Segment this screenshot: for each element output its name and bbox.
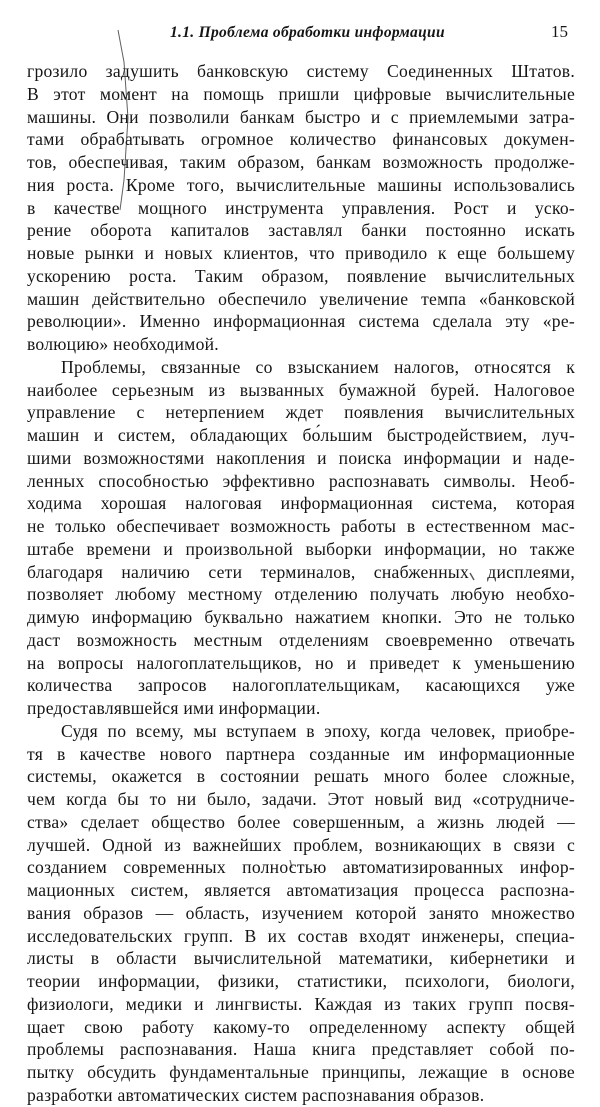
text-line: Судя по всему, мы вступаем в эпоху, когда человек, приобре- <box>61 720 575 741</box>
text-line: предоставлявшейся ими информации. <box>27 698 321 718</box>
text-line: новые рынки и новых клиентов, что приводило к еще большему <box>27 243 575 263</box>
text-line: ленных способностью эффективно распознавать символы. Необ- <box>27 470 575 491</box>
text-line: ускорению роста. Таким образом, появление вычислительных <box>27 265 575 286</box>
text-line: В этот момент на помощь пришли цифровые вычислительные <box>27 83 575 104</box>
text-line: мационных систем, является автоматизация процесса распозна- <box>27 880 575 900</box>
running-head: 1.1. Проблема обработки информации <box>170 24 445 41</box>
text-line: наиболее серьезным из вызванных бумажной бурей. Налоговое <box>27 379 575 400</box>
text-line: системы, окажется в состоянии решать много более сложные, <box>27 766 575 787</box>
text-line: позволяет любому местному отделению получать любую необхо- <box>27 584 575 605</box>
text-line: пытку обсудить фундаментальные принципы, лежащие в основе <box>27 1062 575 1082</box>
paragraph-2 <box>27 356 575 720</box>
text-line: в качестве мощного инструмента управления. Рост и уско- <box>27 197 575 218</box>
text-line: не только обеспечивает возможность работы в естественном мас- <box>27 516 575 536</box>
text-line: тами обрабатывать огромное количество финансовых докумен- <box>27 129 575 150</box>
text-line: ходима хорошая налоговая информационная система, которая <box>27 493 575 514</box>
page-number: 15 <box>551 22 568 41</box>
text-line: физиологи, медики и лингвисты. Каждая из таких групп посвя- <box>27 993 575 1014</box>
text-line: листы в области вычислительной математики, кибернетики и <box>27 948 575 969</box>
paragraph-1 <box>27 60 575 356</box>
text-line: машины. Они позволили банкам быстро и с приемлемыми затра- <box>27 106 575 127</box>
text-line: благодаря наличию сети терминалов, снабженных дисплеями, <box>27 561 575 582</box>
text-line: рение оборота капиталов заставлял банки постоянно искать <box>27 220 575 241</box>
text-line: тя в качестве нового партнера созданные им информационные <box>27 743 575 764</box>
paragraph-3 <box>27 720 575 1107</box>
text-line: машин действительно обеспечило увеличение темпа «банковской <box>27 288 575 309</box>
text-line: шими возможностями накопления и поиска информации и наде- <box>27 447 575 468</box>
text-line: теории информации, физики, статистики, психологи, биологи, <box>27 971 575 991</box>
text-line: проблемы распознавания. Наша книга представляет собой по- <box>27 1039 575 1060</box>
text-line: на вопросы налогоплательщиков, но и приведет к уменьшению <box>27 652 575 673</box>
text-line: димую информацию буквально нажатием кнопки. Это не только <box>27 607 575 627</box>
text-line: вания образов — область, изучением которой занято множество <box>27 902 575 923</box>
text-line: Проблемы, связанные со взысканием налогов, относятся к <box>61 356 575 377</box>
text-line: управление с нетерпением ждет появления вычислительных <box>27 402 575 423</box>
text-line: машин и систем, обладающих бо́льшим быстродействием, луч- <box>27 425 575 445</box>
text-line: количества запросов налогоплательщикам, касающихся уже <box>27 675 575 696</box>
text-line: ства» сделает общество более совершенным, а жизнь людей — <box>27 811 575 832</box>
text-line: ния роста. Кроме того, вычислительные машины использовались <box>27 174 575 195</box>
text-line: чем когда бы то ни было, задачи. Этот новый вид «сотрудниче- <box>27 789 575 809</box>
text-line: революции». Именно информационная система сделала эту «ре- <box>27 311 575 332</box>
text-line: штабе времени и произвольной выборки информации, но также <box>27 538 575 559</box>
text-line: волюцию» необходимой. <box>27 334 219 354</box>
text-line: лучшей. Одной из важнейших проблем, возникающих в связи с <box>27 834 575 855</box>
text-line: созданием современных полностью автоматизированных инфор- <box>27 857 575 878</box>
text-line: тов, обеспечивая, таким образом, банкам возможность продолже- <box>27 152 575 172</box>
text-line: исследовательских групп. В их состав входят инженеры, специа- <box>27 925 575 946</box>
text-line: грозило задушить банковскую систему Соединенных Штатов. <box>27 61 575 81</box>
body-text <box>27 60 575 1107</box>
text-line: щает свою работу какому-то определенному аспекту общей <box>27 1016 575 1037</box>
text-line: разработки автоматических систем распознавания образов. <box>27 1084 485 1105</box>
text-line: даст возможность местным отделениям своевременно отвечать <box>27 629 575 650</box>
